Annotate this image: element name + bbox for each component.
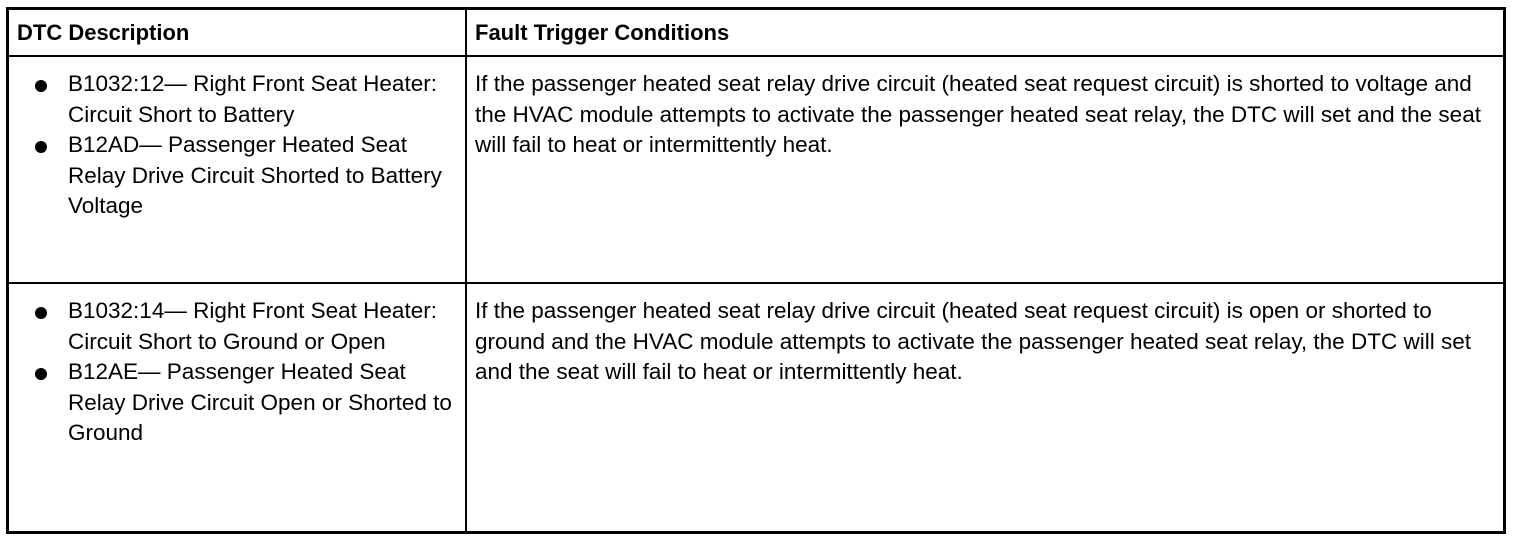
dtc-code-text: B12AD— Passenger Heated Seat Relay Drive Circuit Shorted to Battery Voltage <box>68 132 442 218</box>
dtc-list-item <box>17 130 457 222</box>
dtc-code-text: B12AE— Passenger Heated Seat Relay Drive Circuit Open or Shorted to Ground <box>68 359 452 445</box>
header-dtc-description: DTC Description <box>9 10 467 55</box>
row-2-fault-conditions-cell <box>467 282 1503 531</box>
dtc-table <box>6 7 1506 534</box>
dtc-code-text: B1032:12— Right Front Seat Heater: Circuit Short to Battery <box>68 71 437 127</box>
bullet-icon <box>35 80 47 92</box>
row-1-dtc-description-cell <box>9 55 467 282</box>
dtc-list-item <box>17 69 457 130</box>
header-fault-trigger-conditions: Fault Trigger Conditions <box>475 20 730 45</box>
row-2-dtc-description-cell <box>9 282 467 531</box>
fault-condition-text: If the passenger heated seat relay drive circuit (heated seat request circuit) is open or shorted to ground and the HVAC module attempts to activate the passenger heated seat relay, the DTC will set and the seat will fail to heat or intermittently heat. <box>475 298 1471 384</box>
row-1-dtc-list <box>17 69 457 222</box>
dtc-list-item <box>17 296 457 357</box>
fault-condition-text: If the passenger heated seat relay drive circuit (heated seat request circuit) is shorted to voltage and the HVAC module attempts to activate the passenger heated seat relay, the DTC will set and the seat will fail to heat or intermittently heat. <box>475 71 1481 157</box>
bullet-icon <box>35 368 47 380</box>
row-2-dtc-list <box>17 296 457 449</box>
dtc-code-text: B1032:14— Right Front Seat Heater: Circuit Short to Ground or Open <box>68 298 437 354</box>
row-1-fault-conditions-cell <box>467 55 1503 282</box>
dtc-list-item <box>17 357 457 449</box>
bullet-icon <box>35 141 47 153</box>
bullet-icon <box>35 307 47 319</box>
